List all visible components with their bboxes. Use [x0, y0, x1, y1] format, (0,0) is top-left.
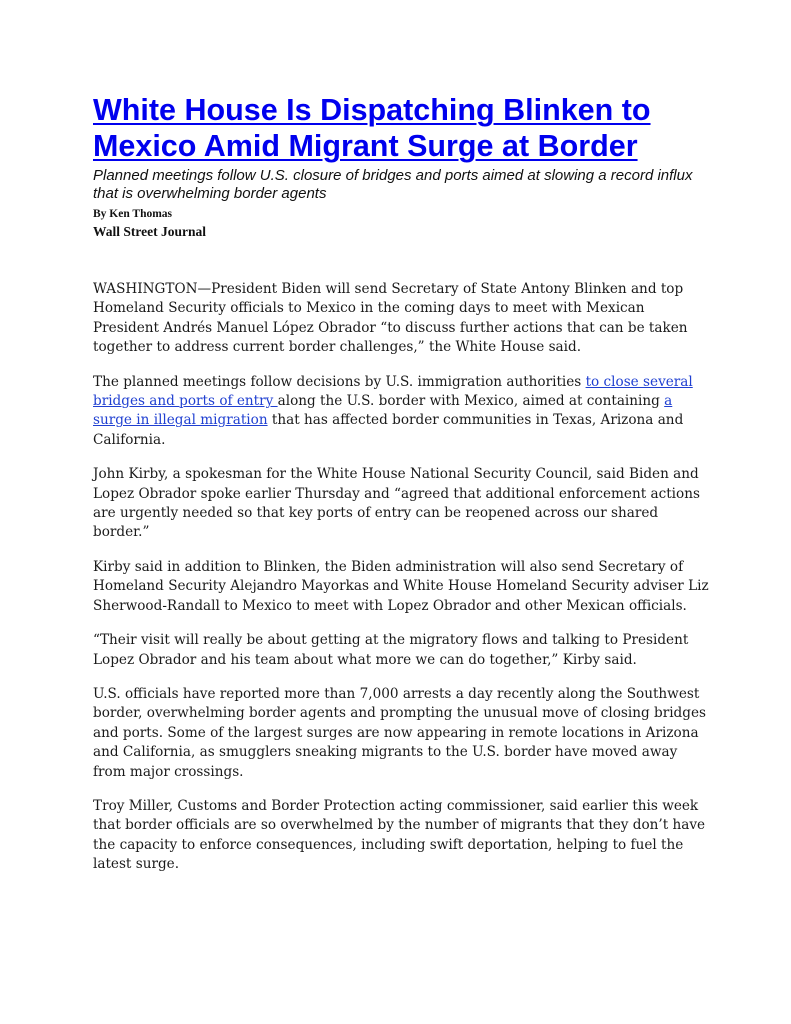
paragraph-4: Kirby said in addition to Blinken, the Biden administration will also send Secretary of Homeland Security Alejandro Mayorkas and White House Homeland Security adviser Liz Sherwood-Randall to Mexico to meet with Lopez Obrador and other Mexican officials.	[93, 558, 709, 614]
paragraph-6: U.S. officials have reported more than 7,000 arrests a day recently along the Southwest border, overwhelming border agents and prompting the unusual move of closing bridges and ports. Some of the largest surges are now appearing in remote locations in Arizona and California, as smugglers sneaking migrants to the U.S. border have moved away from major crossings.	[93, 685, 706, 780]
article-byline: By Ken Thomas	[93, 208, 173, 220]
paragraph-7: Troy Miller, Customs and Border Protection acting commissioner, said earlier this week that border officials are so overwhelmed by the number of migrants that they don’t have the capacity to enforce consequences, including swift deportation, helping to fuel the latest surge.	[93, 797, 706, 873]
close-bridges-link[interactable]: to close several bridges and ports of entry	[93, 373, 693, 410]
paragraph-5: “Their visit will really be about getting at the migratory flows and talking to President Lopez Obrador and his team about what more we can do together,” Kirby said.	[93, 632, 689, 668]
paragraph-2-text-c: that has affected border communities in Texas, Arizona and California.	[93, 412, 684, 448]
article-body	[93, 280, 713, 890]
article-publication: Wall Street Journal	[93, 224, 206, 239]
article-subheadline: Planned meetings follow U.S. closure of bridges and ports aimed at slowing a record influx that is overwhelming border agents	[93, 167, 693, 202]
paragraph-3: John Kirby, a spokesman for the White House National Security Council, said Biden and Lopez Obrador spoke earlier Thursday and “agreed that additional enforcement actions are urgently needed so that key ports of entry can be reopened across our shared border.”	[93, 466, 700, 541]
paragraph-2-text-b: along the U.S. border with Mexico, aimed at containing	[277, 393, 665, 410]
illegal-migration-link[interactable]: a surge in illegal migration	[93, 393, 673, 429]
paragraph-1: WASHINGTON—President Biden will send Secretary of State Antony Blinken and top Homeland Security officials to Mexico in the coming days to meet with Mexican President Andrés Manuel López Obrador “to discuss further actions that can be taken together to address current border challenges,” the White House said.	[93, 281, 688, 356]
paragraph-2-text-a: The planned meetings follow decisions by U.S. immigration authorities	[93, 373, 586, 390]
article-headline-link[interactable]: White House Is Dispatching Blinken to Mexico Amid Migrant Surge at Border	[93, 93, 651, 163]
paragraph-2	[93, 373, 713, 451]
